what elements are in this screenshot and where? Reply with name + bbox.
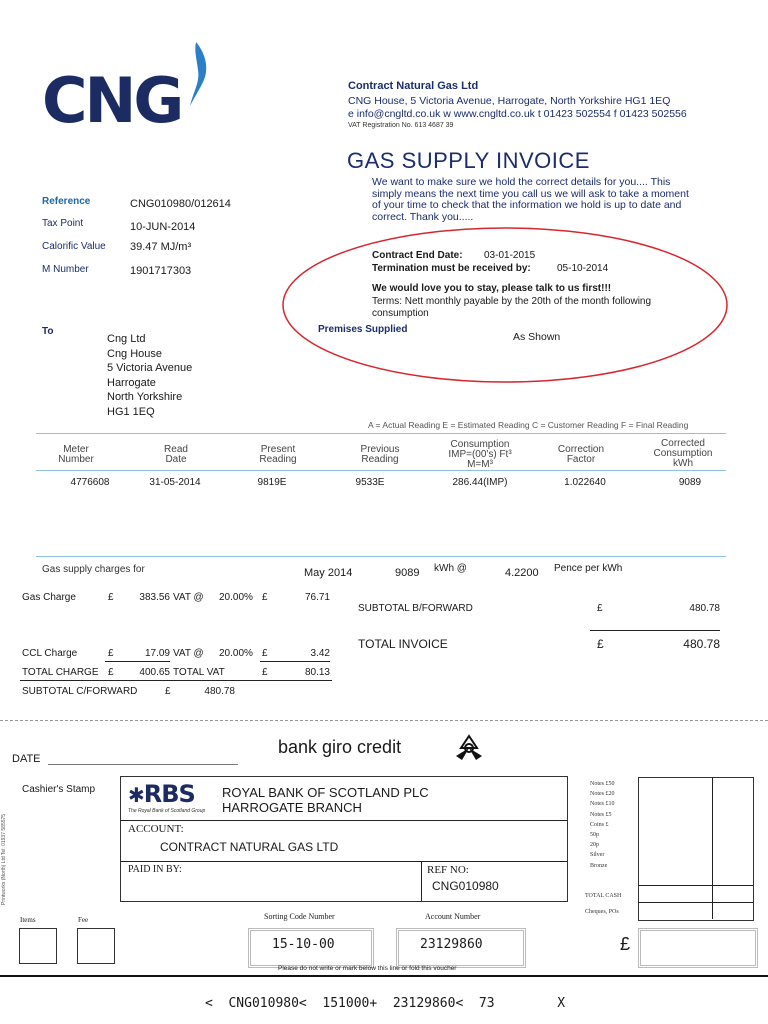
cash-item: Notes £50 xyxy=(590,781,615,787)
to-address xyxy=(107,332,192,420)
total-invoice-label: TOTAL INVOICE xyxy=(358,637,448,651)
subtotal-b-amount: 480.78 xyxy=(689,603,720,614)
subtotal-b-label: SUBTOTAL B/FORWARD xyxy=(358,603,473,614)
th-corrected-consumption: Corrected Consumption kWh xyxy=(653,438,713,469)
subtotal-c-currency: £ xyxy=(165,686,171,697)
corrected-consumption-cell: 9089 xyxy=(678,477,702,488)
contract-end-label: Contract End Date: xyxy=(372,250,463,261)
account-number-value: 23129860 xyxy=(420,937,483,952)
cashier-stamp-label: Cashier's Stamp xyxy=(22,784,96,795)
taxpoint-label: Tax Point xyxy=(42,218,84,229)
sorting-code-label: Sorting Code Number xyxy=(264,912,335,921)
charge-kwh: 9089 xyxy=(395,567,420,579)
taxpoint-value: 10-JUN-2014 xyxy=(130,221,196,233)
th-present-reading: Present Reading xyxy=(259,444,297,465)
total-cash-label: TOTAL CASH xyxy=(585,893,622,899)
paid-in-by-label: PAID IN BY: xyxy=(128,864,182,875)
kwh-at-label: kWh @ xyxy=(434,563,467,574)
ccl-charge-vat-amount: 3.42 xyxy=(310,648,330,659)
items-label: Items xyxy=(20,916,36,924)
gas-charge-vat-rate: 20.00% xyxy=(219,592,253,603)
address-line: North Yorkshire xyxy=(107,391,183,404)
correction-factor-cell: 1.022640 xyxy=(564,477,606,488)
calorific-label: Calorific Value xyxy=(42,241,106,252)
rbs-tagline: The Royal Bank of Scotland Group xyxy=(128,808,206,814)
rbs-symbol-icon: ✱ xyxy=(128,783,144,807)
vat-registration: VAT Registration No. 613 4687 39 xyxy=(348,122,454,129)
ref-no-label: REF NO: xyxy=(427,864,469,876)
charge-rate: 4.2200 xyxy=(505,567,539,579)
previous-reading-cell: 9533E xyxy=(355,477,385,488)
rbs-logo xyxy=(128,780,195,808)
calorific-value: 39.47 MJ/m³ xyxy=(130,241,192,253)
ccl-charge-vat-currency: £ xyxy=(262,648,268,659)
gas-charge-vat-label: VAT @ xyxy=(173,592,204,603)
bank-branch: HARROGATE BRANCH xyxy=(222,800,362,815)
address-line: Harrogate xyxy=(107,376,156,389)
reference-label: Reference xyxy=(42,196,91,207)
sorting-code-value: 15-10-00 xyxy=(272,937,335,952)
premises-value: As Shown xyxy=(513,331,561,343)
giro-title: bank giro credit xyxy=(278,737,402,757)
ccl-charge-vat-rate: 20.00% xyxy=(219,648,253,659)
th-read-date: Read Date xyxy=(164,444,188,465)
read-date-cell: 31-05-2014 xyxy=(149,477,201,488)
total-vat-label: TOTAL VAT xyxy=(173,667,225,678)
ccl-charge-amount: 17.09 xyxy=(144,648,170,659)
gas-charge-currency: £ xyxy=(108,592,114,603)
subtotal-b-currency: £ xyxy=(597,603,603,614)
gas-charge-vat-amount: 76.71 xyxy=(304,592,330,603)
th-meter-number: Meter Number xyxy=(58,444,94,465)
gas-charge-label: Gas Charge xyxy=(22,592,76,603)
cash-item: Notes £5 xyxy=(590,811,612,818)
printer-credit: Printworks (North) Ltd Tel: 01937 585575 xyxy=(1,813,7,905)
th-previous-reading: Previous Reading xyxy=(360,444,400,465)
premises-label: Premises Supplied xyxy=(318,324,408,335)
items-box[interactable] xyxy=(19,928,57,964)
cash-box xyxy=(638,777,754,921)
account-name: CONTRACT NATURAL GAS LTD xyxy=(160,840,339,854)
company-name: Contract Natural Gas Ltd xyxy=(348,80,479,92)
amount-pound-sign: £ xyxy=(620,934,631,954)
cash-item: 50p xyxy=(590,832,599,839)
present-reading-cell: 9819E xyxy=(257,477,287,488)
total-charge-amount: 400.65 xyxy=(139,667,170,678)
cash-item: Coins £ xyxy=(590,821,609,828)
address-line: Cng House xyxy=(107,347,163,360)
account-number-label: Account Number xyxy=(425,912,481,921)
address-line: Cng Ltd xyxy=(107,333,146,345)
bank-name: ROYAL BANK OF SCOTLAND PLC xyxy=(222,785,429,800)
terms-line: consumption xyxy=(372,308,429,319)
giro-date-label: DATE xyxy=(12,753,41,765)
flame-icon xyxy=(188,40,212,110)
mnumber-value: 1901717303 xyxy=(130,265,192,277)
total-invoice-currency: £ xyxy=(597,637,604,651)
company-address: CNG House, 5 Victoria Avenue, Harrogate, North Yorkshire HG1 1EQ xyxy=(348,95,671,107)
supply-label: Gas supply charges for xyxy=(42,564,145,575)
company-logo xyxy=(42,64,181,137)
cheques-label: Cheques, POs xyxy=(585,909,619,915)
consumption-cell: 286.44(IMP) xyxy=(452,477,508,488)
reading-legend: A = Actual Reading E = Estimated Reading C = Customer Reading F = Final Reading xyxy=(368,420,689,430)
intro-line: We want to make sure we hold the correct details for you.... This xyxy=(372,176,671,188)
rbs-logo-text: RBS xyxy=(143,780,195,808)
termination-label: Termination must be received by: xyxy=(372,263,531,274)
cash-item: 20p xyxy=(590,842,599,849)
micr-line: < CNG010980< 151000+ 23129860< 73 X xyxy=(205,996,566,1011)
mnumber-label: M Number xyxy=(42,264,89,275)
pence-per-kwh-label: Pence per kWh xyxy=(554,563,623,574)
logo-text: CNG xyxy=(42,64,182,137)
cash-item: Bronze xyxy=(590,862,608,869)
cash-item: Notes £10 xyxy=(590,801,615,808)
total-invoice-amount: 480.78 xyxy=(683,637,720,651)
ccl-charge-vat-label: VAT @ xyxy=(173,648,204,659)
cash-breakdown-list xyxy=(590,779,615,871)
address-line: HG1 1EQ xyxy=(107,405,155,418)
ccl-charge-label: CCL Charge xyxy=(22,648,78,659)
ref-no-value: CNG010980 xyxy=(432,879,499,893)
cash-item: Silver xyxy=(590,852,605,859)
gas-charge-amount: 383.56 xyxy=(139,592,170,603)
meter-number-cell: 4776608 xyxy=(70,477,110,488)
total-charge-label: TOTAL CHARGE xyxy=(22,667,99,678)
gas-charge-vat-currency: £ xyxy=(262,592,268,603)
terms-line: Terms: Nett monthly payable by the 20th of the month following xyxy=(372,296,652,307)
amount-box[interactable] xyxy=(638,928,758,968)
th-correction-factor: Correction Factor xyxy=(557,444,605,465)
fee-box[interactable] xyxy=(77,928,115,964)
termination-value: 05-10-2014 xyxy=(557,263,609,274)
cash-item: Notes £20 xyxy=(590,791,615,798)
payment-terms xyxy=(372,296,651,320)
intro-line: correct. Thank you..... xyxy=(372,210,474,223)
ccl-charge-currency: £ xyxy=(108,648,114,659)
giro-symbol-icon xyxy=(452,734,486,762)
account-label: ACCOUNT: xyxy=(128,823,184,835)
intro-line: simply means the next time you call us we will ask to take a moment xyxy=(372,187,689,200)
contract-end-value: 03-01-2015 xyxy=(484,250,536,261)
intro-line: of your time to check that the information we hold is up to date and xyxy=(372,199,682,211)
company-contact: e info@cngltd.co.uk w www.cngltd.co.uk t 01423 502554 f 01423 502556 xyxy=(348,108,687,120)
address-line: 5 Victoria Avenue xyxy=(107,362,193,375)
voucher-notice: Please do not write or mark below this line or fold this voucher xyxy=(278,965,457,972)
subtotal-c-amount: 480.78 xyxy=(204,686,235,697)
reference-value: CNG010980/012614 xyxy=(130,198,231,210)
invoice-title: GAS SUPPLY INVOICE xyxy=(347,148,590,173)
subtotal-c-label: SUBTOTAL C/FORWARD xyxy=(22,686,138,697)
stay-message: We would love you to stay, please talk to us first!!! xyxy=(372,283,612,294)
intro-text xyxy=(372,177,689,223)
charge-period: May 2014 xyxy=(304,567,353,579)
total-charge-currency: £ xyxy=(108,667,114,678)
fee-label: Fee xyxy=(78,916,89,924)
to-label: To xyxy=(42,326,54,337)
total-vat-currency: £ xyxy=(262,667,268,678)
th-consumption: Consumption IMP=(00's) Ft³ M=M³ xyxy=(448,439,512,470)
total-vat-amount: 80.13 xyxy=(304,667,330,678)
